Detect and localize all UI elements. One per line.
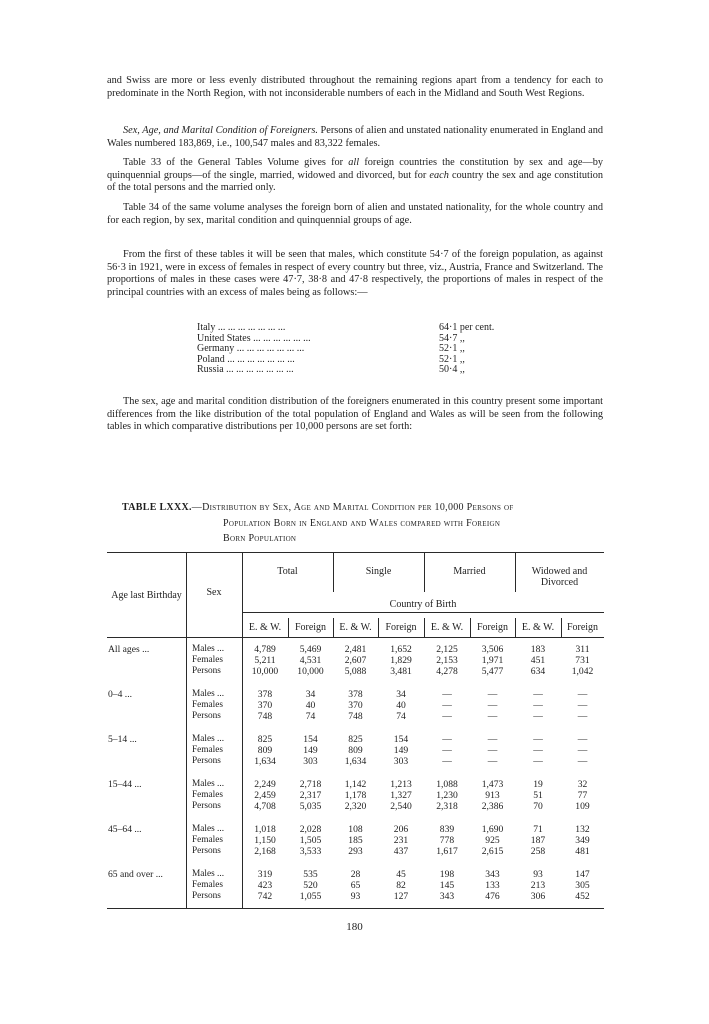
table-cell: 778 xyxy=(439,835,455,846)
table-cell: 1,634 xyxy=(344,756,367,767)
table-cell: 108 xyxy=(348,824,363,835)
ratio-row: Russia ... ... ... ... ... ... ... 50·4 ,, xyxy=(197,364,465,376)
table-cell: 4,531 xyxy=(299,655,322,666)
table-cell: 231 xyxy=(393,835,409,846)
header-total: Total xyxy=(277,566,298,577)
subhead-ew: E. & W. xyxy=(339,622,372,633)
table-cell: 1,042 xyxy=(571,666,594,677)
table-cell: 1,150 xyxy=(254,835,276,846)
sex-label: Females xyxy=(192,655,223,665)
table-cell: 32 xyxy=(577,779,588,790)
table-cell: — xyxy=(487,745,498,756)
table-cell: 370 xyxy=(257,700,273,711)
age-group-label: 65 and over ... xyxy=(108,869,163,880)
sex-label: Females xyxy=(192,790,223,800)
table-cell: 305 xyxy=(575,880,590,891)
age-group-label: All ages ... xyxy=(108,644,150,655)
table-cell: 1,230 xyxy=(436,790,458,801)
subhead-ew: E. & W. xyxy=(248,622,282,633)
paragraph-6: The sex, age and marital condition distribution of the foreigners enumerated in this country present some important differences from the like distribution of the total population of England and Wales as will be seen from the following tables in which comparative distributions per 10,000 persons are set forth: xyxy=(107,396,603,433)
table-cell: 34 xyxy=(396,689,406,700)
table-cell: — xyxy=(442,689,452,700)
table-cell: 913 xyxy=(485,790,500,801)
table-cell: 452 xyxy=(575,891,590,902)
male-ratio-list xyxy=(197,323,517,376)
table-cell: 1,505 xyxy=(299,835,322,846)
table-cell: 1,088 xyxy=(436,779,458,790)
table-cell: 2,607 xyxy=(344,655,367,666)
age-group-label: 5–14 ... xyxy=(108,734,137,745)
table-cell: 1,971 xyxy=(481,655,504,666)
table-cell: 93 xyxy=(533,869,543,880)
table-cell: — xyxy=(577,734,588,745)
table-cell: 5,469 xyxy=(299,644,322,655)
table-cell: 535 xyxy=(303,869,318,880)
header-country-of-birth: Country of Birth xyxy=(389,599,457,610)
table-cell: 634 xyxy=(530,666,546,677)
table-cell: 1,055 xyxy=(299,891,322,902)
table-cell: 1,213 xyxy=(390,779,412,790)
table-cell: 65 xyxy=(350,880,361,891)
table-cell: — xyxy=(533,745,543,756)
table-cell: 748 xyxy=(348,711,363,722)
subhead-ew: E. & W. xyxy=(430,622,464,633)
table-cell: 839 xyxy=(439,824,455,835)
table-cell: 10,000 xyxy=(297,666,324,677)
table-cell: 5,088 xyxy=(344,666,367,677)
section-heading: Sex, Age, and Marital Condition of Foreigners. xyxy=(123,125,318,136)
header-widowed-divorced: Widowed and Divorced xyxy=(531,566,588,588)
table-cell: — xyxy=(577,756,588,767)
paragraph-4: Table 34 of the same volume analyses the foreign born of alien and unstated nationality, for the whole country and for each region, by sex, marital condition and quinquennial groups of age. xyxy=(107,202,603,226)
table-cell: 93 xyxy=(350,891,361,902)
table-cell: — xyxy=(442,734,452,745)
ratio-row: United States ... ... ... ... ... ... 54·7 ,, xyxy=(197,332,465,344)
sex-label: Females xyxy=(192,745,223,755)
table-cell: 1,634 xyxy=(254,756,276,767)
table-cell: — xyxy=(533,711,543,722)
table-cell: 82 xyxy=(396,880,406,891)
table-cell: 809 xyxy=(257,745,273,756)
sex-label: Males ... xyxy=(192,734,225,744)
table-cell: 2,386 xyxy=(481,801,504,812)
table-cell: — xyxy=(533,689,543,700)
sex-label: Persons xyxy=(192,891,221,901)
table-cell: 319 xyxy=(257,869,273,880)
sex-label: Females xyxy=(192,835,223,845)
sex-label: Persons xyxy=(192,846,221,856)
table-cell: — xyxy=(442,711,452,722)
table-cell: 28 xyxy=(350,869,361,880)
table-cell: — xyxy=(577,689,588,700)
age-group-label: 45–64 ... xyxy=(108,824,142,835)
table-cell: — xyxy=(533,756,543,767)
table-cell: 198 xyxy=(439,869,455,880)
table-cell: 109 xyxy=(575,801,590,812)
table-cell: 2,718 xyxy=(299,779,322,790)
table-cell: 154 xyxy=(303,734,318,745)
subhead-foreign: Foreign xyxy=(566,622,599,633)
table-cell: 311 xyxy=(575,644,590,655)
table-cell: 742 xyxy=(257,891,273,902)
header-married: Married xyxy=(453,566,486,577)
sex-label: Males ... xyxy=(192,824,225,834)
table-cell: 481 xyxy=(575,846,590,857)
table-cell: — xyxy=(487,711,498,722)
table-cell: 10,000 xyxy=(251,666,279,677)
subhead-foreign: Foreign xyxy=(294,622,327,633)
table-cell: 2,168 xyxy=(254,846,276,857)
header-single: Single xyxy=(365,566,392,577)
table-cell: 145 xyxy=(439,880,455,891)
table-cell: 306 xyxy=(530,891,546,902)
table-cell: 51 xyxy=(533,790,543,801)
table-cell: 187 xyxy=(530,835,546,846)
table-cell: 5,477 xyxy=(481,666,504,677)
table-cell: 1,018 xyxy=(254,824,276,835)
table-cell: 2,249 xyxy=(254,779,276,790)
table-cell: 77 xyxy=(577,790,588,801)
table-cell: — xyxy=(442,745,452,756)
sex-label: Persons xyxy=(192,711,221,721)
table-cell: — xyxy=(487,734,498,745)
table-cell: 71 xyxy=(533,824,543,835)
sex-label: Females xyxy=(192,700,223,710)
page-number: 180 xyxy=(346,921,363,933)
paragraph-2: Sex, Age, and Marital Condition of Foreigners. Persons of alien and unstated nationality enumerated in England and Wales numbered 183,869, i.e., 100,547 males and 83,322 females. xyxy=(107,125,603,149)
table-cell: 2,317 xyxy=(299,790,322,801)
table-cell: 1,652 xyxy=(390,644,412,655)
table-cell: 343 xyxy=(485,869,500,880)
sex-label: Females xyxy=(192,880,223,890)
paragraph-3: Table 33 of the General Tables Volume gives for all foreign countries the constitution by sex and age—by quinquennial groups—of the single, married, widowed and divorced, but for each country the sex and age constitution of the total persons and the married only. xyxy=(107,157,604,194)
table-cell: 1,690 xyxy=(481,824,504,835)
table-cell: 19 xyxy=(533,779,543,790)
table-cell: 5,211 xyxy=(254,655,276,666)
table-cell: — xyxy=(577,745,588,756)
sex-label: Males ... xyxy=(192,779,225,789)
header-sex: Sex xyxy=(206,587,222,598)
table-cell: 206 xyxy=(393,824,409,835)
table-cell: 5,035 xyxy=(299,801,322,812)
age-group-label: 0–4 ... xyxy=(108,689,132,700)
ratio-row: Italy ... ... ... ... ... ... ... 64·1 per cent. xyxy=(197,322,495,333)
table-cell: 2,318 xyxy=(436,801,458,812)
sex-label: Persons xyxy=(192,666,221,676)
table-cell: 133 xyxy=(485,880,500,891)
table-cell: 154 xyxy=(393,734,409,745)
table-cell: 3,506 xyxy=(481,644,504,655)
table-cell: 2,481 xyxy=(344,644,367,655)
table-cell: 70 xyxy=(533,801,543,812)
table-cell: 825 xyxy=(257,734,273,745)
table-cell: 925 xyxy=(485,835,500,846)
table-cell: 2,459 xyxy=(254,790,276,801)
table-cell: 4,708 xyxy=(254,801,276,812)
table-cell: 45 xyxy=(396,869,406,880)
table-cell: 2,153 xyxy=(436,655,458,666)
table-cell: 378 xyxy=(257,689,273,700)
table-cell: 1,327 xyxy=(390,790,412,801)
table-cell: 4,789 xyxy=(254,644,276,655)
table-cell: 451 xyxy=(530,655,546,666)
table-cell: 147 xyxy=(575,869,590,880)
table-cell: 349 xyxy=(575,835,590,846)
table-cell: 40 xyxy=(305,700,316,711)
table-cell: — xyxy=(533,700,543,711)
ratio-row: Poland ... ... ... ... ... ... ... 52·1 ,, xyxy=(197,353,465,365)
table-cell: 183 xyxy=(530,644,546,655)
sex-label: Persons xyxy=(192,801,221,811)
table-cell: 303 xyxy=(393,756,409,767)
paragraph-1: and Swiss are more or less evenly distributed throughout the remaining regions apart from a tendency for each to predominate in the North Region, with not inconsiderable numbers of each in the Midland and South West Regions. xyxy=(107,75,603,99)
table-cell: 476 xyxy=(485,891,500,902)
table-cell: 370 xyxy=(348,700,363,711)
table-cell: 748 xyxy=(257,711,273,722)
table-cell: 74 xyxy=(305,711,316,722)
table-cell: 809 xyxy=(348,745,363,756)
table-cell: 149 xyxy=(303,745,318,756)
sex-label: Persons xyxy=(192,756,221,766)
subhead-foreign: Foreign xyxy=(385,622,417,633)
table-cell: 40 xyxy=(396,700,406,711)
table-cell: 3,533 xyxy=(299,846,322,857)
table-cell: — xyxy=(487,756,498,767)
table-cell: — xyxy=(442,756,452,767)
paragraph-5: From the first of these tables it will be seen that males, which constitute 54·7 of the foreign population, as against 56·3 in 1921, were in excess of females in respect of every country but three, viz., Austria, France and Switzerland. The proportions of males in these cases were 47·7, 38·8 and 47·8 respectively, the proportions of males in respect of the principal countries with an excess of males being as follows:— xyxy=(107,249,603,298)
table-cell: 437 xyxy=(393,846,409,857)
table-cell: 2,028 xyxy=(299,824,322,835)
table-cell: — xyxy=(577,700,588,711)
subhead-ew: E. & W. xyxy=(521,622,555,633)
table-cell: — xyxy=(487,689,498,700)
table-cell: 1,829 xyxy=(390,655,412,666)
table-cell: 1,142 xyxy=(344,779,367,790)
table-cell: 4,278 xyxy=(436,666,458,677)
sex-label: Males ... xyxy=(192,689,225,699)
subhead-foreign: Foreign xyxy=(476,622,509,633)
table-title: TABLE LXXX.—Distribution by Sex, Age and Marital Condition per 10,000 Persons of Population Born in England and Wales compared with Foreign Born Population xyxy=(122,502,514,544)
table-cell: 34 xyxy=(305,689,316,700)
table-cell: 2,615 xyxy=(481,846,504,857)
sex-label: Males ... xyxy=(192,644,225,654)
table-cell: — xyxy=(442,700,452,711)
table-cell: 520 xyxy=(303,880,318,891)
table-cell: 2,125 xyxy=(436,644,458,655)
table-cell: 2,540 xyxy=(390,801,412,812)
table-cell: 149 xyxy=(393,745,409,756)
age-group-label: 15–44 ... xyxy=(108,779,142,790)
table-cell: — xyxy=(577,711,588,722)
table-cell: 343 xyxy=(439,891,455,902)
ratio-row: Germany ... ... ... ... ... ... ... 52·1 ,, xyxy=(197,343,465,355)
table-cell: 258 xyxy=(530,846,546,857)
table-cell: — xyxy=(487,700,498,711)
table-cell: 185 xyxy=(348,835,363,846)
table-cell: 293 xyxy=(348,846,363,857)
table-cell: — xyxy=(533,734,543,745)
table-cell: 303 xyxy=(303,756,318,767)
table-cell: 825 xyxy=(348,734,363,745)
table-cell: 132 xyxy=(575,824,590,835)
table-cell: 1,473 xyxy=(481,779,504,790)
table-cell: 1,178 xyxy=(344,790,367,801)
table-cell: 423 xyxy=(257,880,273,891)
table-cell: 378 xyxy=(348,689,363,700)
table-cell: 3,481 xyxy=(390,666,412,677)
table-cell: 74 xyxy=(396,711,406,722)
table-cell: 1,617 xyxy=(436,846,458,857)
sex-label: Males ... xyxy=(192,869,225,879)
header-age: Age last Birthday xyxy=(111,590,182,601)
table-cell: 2,320 xyxy=(344,801,367,812)
table-cell: 127 xyxy=(393,891,409,902)
table-cell: 213 xyxy=(530,880,546,891)
table-cell: 731 xyxy=(575,655,590,666)
